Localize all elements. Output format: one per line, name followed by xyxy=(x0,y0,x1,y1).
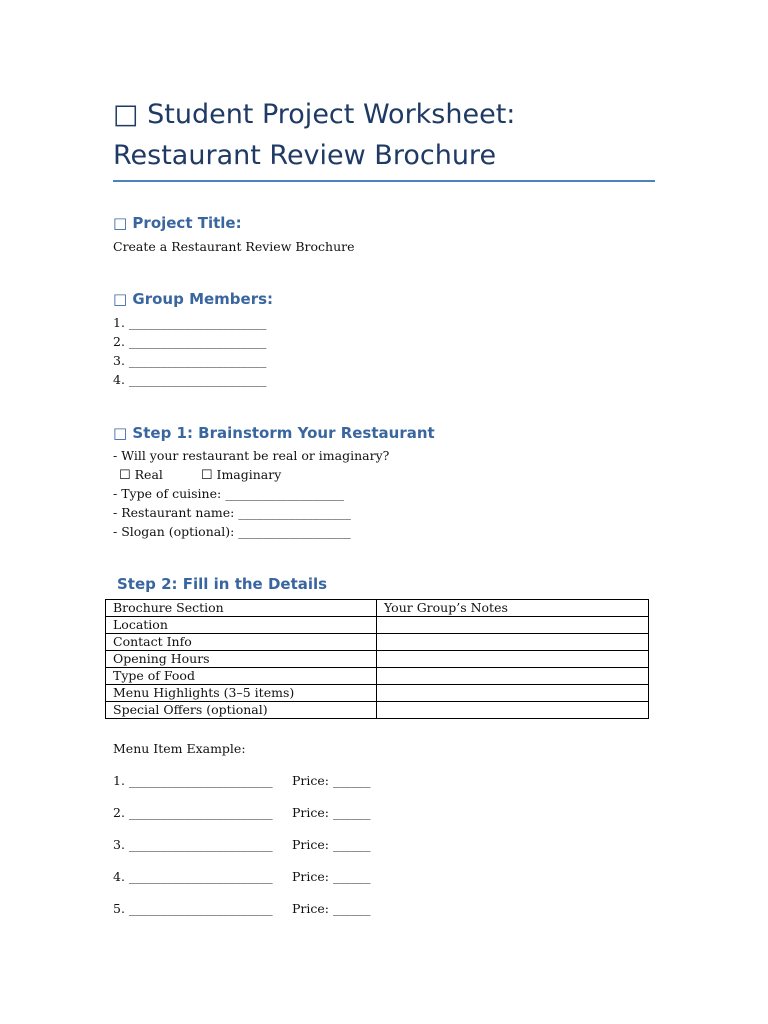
project-heading-text: Project Title: xyxy=(132,214,242,232)
step1-options xyxy=(119,465,281,485)
step1-restaurant-name: - Restaurant name: __________________ xyxy=(113,505,351,520)
step2-heading: Step 2: Fill in the Details xyxy=(117,575,328,593)
table-header-section: Brochure Section xyxy=(106,600,377,617)
details-table xyxy=(105,599,649,719)
real-checkbox[interactable]: ☐ xyxy=(119,468,131,483)
step1-slogan: - Slogan (optional): __________________ xyxy=(113,524,351,539)
table-cell-section: Type of Food xyxy=(106,668,377,685)
menu-item-line: 5. _______________________ xyxy=(113,901,273,916)
menu-item-price: Price: ______ xyxy=(292,837,371,852)
table-row xyxy=(106,617,649,634)
table-cell-section: Location xyxy=(106,617,377,634)
title-icon: □ xyxy=(113,99,139,130)
title-line-2: Restaurant Review Brochure xyxy=(113,140,497,171)
real-label: Real xyxy=(134,467,163,482)
table-cell-notes[interactable] xyxy=(377,634,649,651)
group-icon: □ xyxy=(113,290,128,308)
group-members-heading xyxy=(113,290,273,308)
title-line-1: Student Project Worksheet: xyxy=(147,99,516,130)
table-cell-notes[interactable] xyxy=(377,617,649,634)
menu-item-line: 2. _______________________ xyxy=(113,805,273,820)
group-member-2: 2. ______________________ xyxy=(113,334,267,349)
menu-item-price: Price: ______ xyxy=(292,869,371,884)
table-row xyxy=(106,702,649,719)
table-row xyxy=(106,685,649,702)
table-header-notes: Your Group’s Notes xyxy=(377,600,649,617)
project-title-heading xyxy=(113,214,242,232)
table-row xyxy=(106,634,649,651)
table-cell-section: Contact Info xyxy=(106,634,377,651)
table-cell-notes[interactable] xyxy=(377,702,649,719)
table-cell-section: Opening Hours xyxy=(106,651,377,668)
menu-item-price: Price: ______ xyxy=(292,901,371,916)
table-cell-notes[interactable] xyxy=(377,668,649,685)
step1-cuisine: - Type of cuisine: ___________________ xyxy=(113,486,344,501)
project-icon: □ xyxy=(113,214,128,232)
menu-item-price: Price: ______ xyxy=(292,773,371,788)
project-title-text: Create a Restaurant Review Brochure xyxy=(113,239,355,254)
step1-heading-text: Step 1: Brainstorm Your Restaurant xyxy=(132,424,435,442)
group-heading-text: Group Members: xyxy=(132,290,274,308)
table-header-row xyxy=(106,600,649,617)
group-member-4: 4. ______________________ xyxy=(113,372,267,387)
group-member-1: 1. ______________________ xyxy=(113,315,267,330)
group-member-3: 3. ______________________ xyxy=(113,353,267,368)
menu-item-line: 1. _______________________ xyxy=(113,773,273,788)
table-row xyxy=(106,651,649,668)
step1-icon: □ xyxy=(113,424,128,442)
menu-item-line: 4. _______________________ xyxy=(113,869,273,884)
menu-item-line: 3. _______________________ xyxy=(113,837,273,852)
menu-example-label: Menu Item Example: xyxy=(113,741,246,756)
title-divider xyxy=(113,180,655,182)
step1-question: - Will your restaurant be real or imaginary? xyxy=(113,448,390,463)
imaginary-checkbox[interactable]: ☐ xyxy=(200,468,213,483)
table-cell-section: Special Offers (optional) xyxy=(106,702,377,719)
imaginary-label: Imaginary xyxy=(216,467,282,482)
table-cell-notes[interactable] xyxy=(377,685,649,702)
menu-item-price: Price: ______ xyxy=(292,805,371,820)
document-title xyxy=(113,94,673,176)
table-cell-notes[interactable] xyxy=(377,651,649,668)
table-cell-section: Menu Highlights (3–5 items) xyxy=(106,685,377,702)
step1-heading xyxy=(113,424,435,442)
table-row xyxy=(106,668,649,685)
